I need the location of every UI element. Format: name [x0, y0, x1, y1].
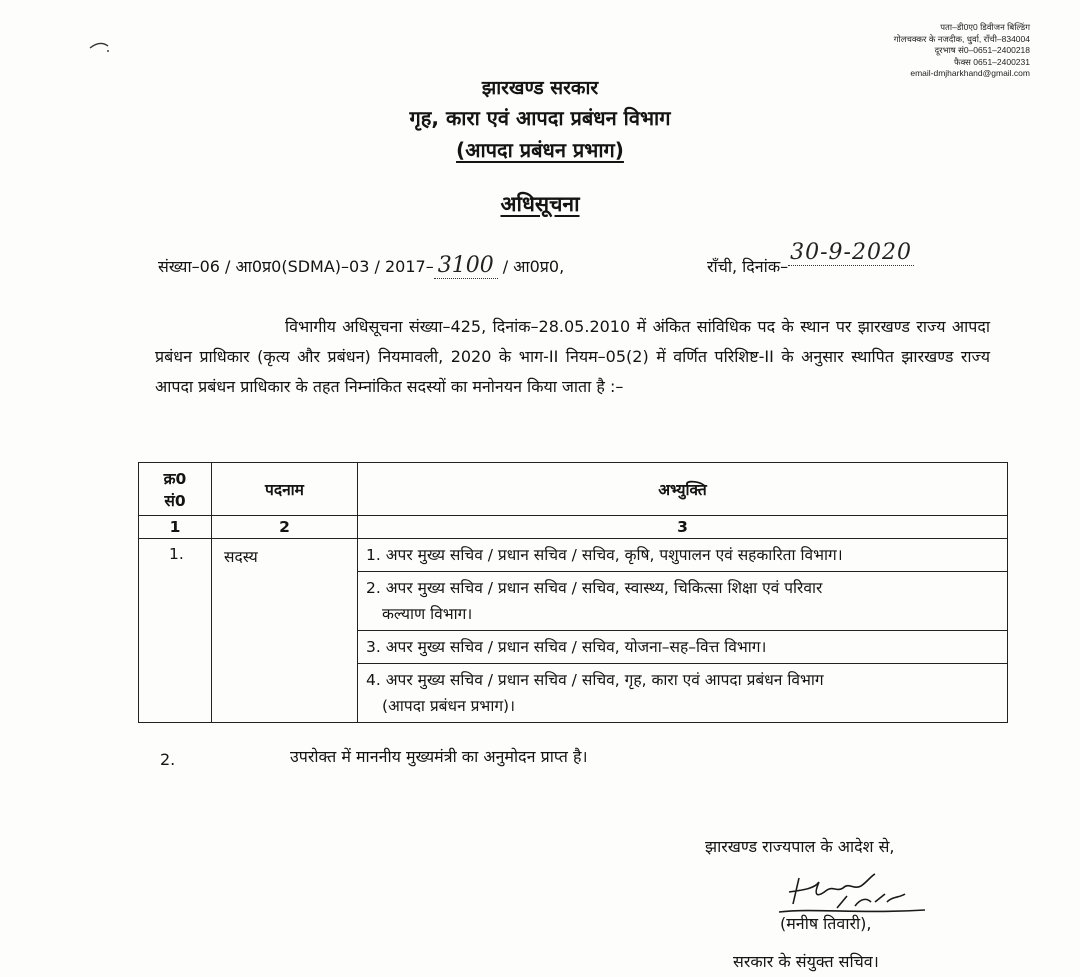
signatory-name: (मनीष तिवारी),: [780, 914, 872, 933]
column-number: 1: [139, 516, 212, 539]
remark-text-continued: (आपदा प्रबंधन प्रभाग)।: [382, 697, 515, 715]
reference-suffix: / आ0प्र0,: [502, 257, 565, 276]
post-value: सदस्य: [224, 548, 258, 566]
address-line: पता–डी0ए0 डिवीजन बिल्डिंग: [940, 22, 1030, 32]
address-email: email-dmjharkhand@gmail.com: [910, 68, 1030, 78]
header-serial: [139, 463, 212, 516]
column-number: 3: [358, 516, 1008, 539]
remark-text-continued: कल्याण विभाग।: [382, 605, 473, 623]
header-remarks: अभ्युक्ति: [358, 463, 1008, 516]
reference-prefix: संख्या–06 / आ0प्र0(SDMA)–03 / 2017–: [158, 257, 434, 276]
address-line: दूरभाष सं0–0651–2400218: [934, 45, 1030, 55]
signatory-designation: सरकार के संयुक्त सचिव।: [733, 952, 879, 971]
reference-line: [158, 253, 564, 278]
table-row: [139, 539, 1008, 723]
para2-text: उपरोक्त में माननीय मुख्यमंत्री का अनुमोदन प्राप्त है।: [290, 747, 588, 766]
division-name: [0, 136, 1080, 163]
remark-item: [358, 572, 1007, 631]
serial-value: 1.: [169, 545, 184, 563]
column-number-row: [139, 516, 1008, 539]
govt-name: झारखण्ड सरकार: [481, 77, 599, 99]
table-header-row: [139, 463, 1008, 516]
division-text: (आपदा प्रबंधन प्रभाग): [456, 138, 624, 162]
members-table: [138, 462, 1008, 723]
remark-text: 3. अपर मुख्य सचिव / प्रधान सचिव / सचिव, योजना–सह–वित्त विभाग।: [366, 638, 767, 656]
department-name: गृह, कारा एवं आपदा प्रबंधन विभाग: [409, 106, 671, 130]
serial-cell: [139, 539, 212, 722]
handwritten-number: 3100: [434, 253, 498, 279]
place-date-label: राँची, दिनांक–: [707, 257, 789, 276]
header-serial-line: क्र0: [163, 470, 187, 488]
header-serial-line: सं0: [164, 492, 186, 510]
header-post: पदनाम: [212, 463, 358, 516]
para2-number: 2.: [160, 750, 176, 769]
row-cell: [139, 539, 1008, 723]
remark-item: [358, 664, 1007, 722]
date-line: [707, 240, 914, 276]
pen-mark: [88, 40, 112, 64]
handwritten-date: 30-9-2020: [790, 240, 912, 265]
post-cell: [212, 539, 358, 722]
remark-text: 1. अपर मुख्य सचिव / प्रधान सचिव / सचिव, कृषि, पशुपालन एवं सहकारिता विभाग।: [366, 546, 843, 564]
address-line: फैक्स 0651–2400231: [954, 56, 1030, 67]
office-address: [894, 22, 1030, 80]
remark-text: 2. अपर मुख्य सचिव / प्रधान सचिव / सचिव, स्वास्थ्य, चिकित्सा शिक्षा एवं परिवार: [366, 579, 823, 597]
column-number: 2: [212, 516, 358, 539]
remark-text: 4. अपर मुख्य सचिव / प्रधान सचिव / सचिव, गृह, कारा एवं आपदा प्रबंधन विभाग: [366, 671, 824, 689]
body-paragraph: विभागीय अधिसूचना संख्या–425, दिनांक–28.05.2010 में अंकित सांविधिक पद के स्थान पर झारखण्ड राज्य आपदा प्रबंधन प्राधिकार (कृत्य और प्रबंधन) नियमावली, 2020 के भाग-II नियम–05(2) में वर्णित परिशिष्ट-II के अनुसार स्थापित झारखण्ड राज्य आपदा प्रबंधन प्राधिकार के तहत निम्नांकित सदस्यों का मनोनयन किया जाता है :–: [155, 317, 990, 396]
remark-item: [358, 539, 1007, 572]
remark-item: [358, 631, 1007, 664]
title-text: अधिसूचना: [500, 192, 580, 216]
notification-title: [0, 190, 1080, 218]
order-line: झारखण्ड राज्यपाल के आदेश से,: [705, 837, 895, 856]
address-line: गोलचक्कर के नजदीक, धुर्वा, राँची–834004: [893, 33, 1030, 44]
